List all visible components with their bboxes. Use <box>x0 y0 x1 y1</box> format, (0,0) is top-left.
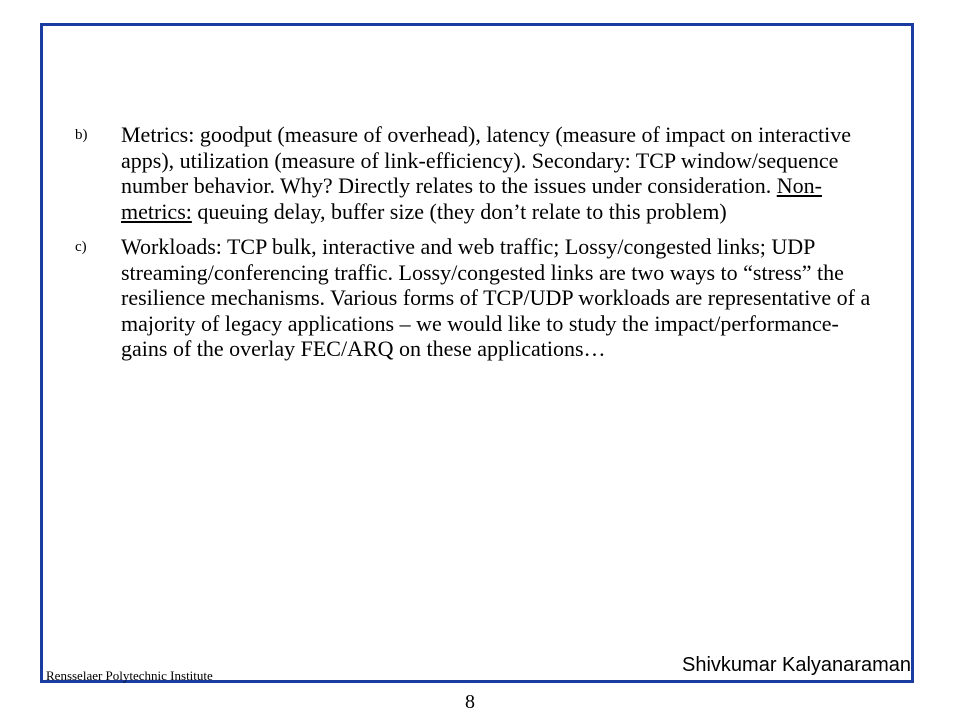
slide-content <box>75 122 875 372</box>
list-item-text <box>121 122 875 224</box>
author-name: Shivkumar Kalyanaraman <box>682 654 911 676</box>
list-item-metrics <box>75 122 875 224</box>
institution-name: Rensselaer Polytechnic Institute <box>46 668 213 683</box>
non-metrics-text: queuing delay, buffer size (they don’t relate to this problem) <box>191 198 727 224</box>
metrics-text: Metrics: goodput (measure of overhead), latency (measure of impact on interactive apps), utilization (measure of link-efficiency). Secondary: TCP window/sequence number behavior. Why? Directly relates to the issues under consideration. <box>121 122 851 198</box>
list-item-workloads <box>75 234 875 362</box>
workloads-text: Workloads: TCP bulk, interactive and web traffic; Lossy/congested links; UDP streaming/conferencing traffic. Lossy/congested links are two ways to “stress” the resilience mechanisms. Various forms of TCP/UDP workloads are representative of a majority of legacy applications – we would like to study the impact/performance-gains of the overlay FEC/ARQ on these applications… <box>121 234 871 361</box>
non-metrics-label: Non-metrics: <box>121 173 822 224</box>
list-marker: b) <box>75 127 88 143</box>
list-marker: c) <box>75 239 87 255</box>
page-number: 8 <box>465 691 475 713</box>
